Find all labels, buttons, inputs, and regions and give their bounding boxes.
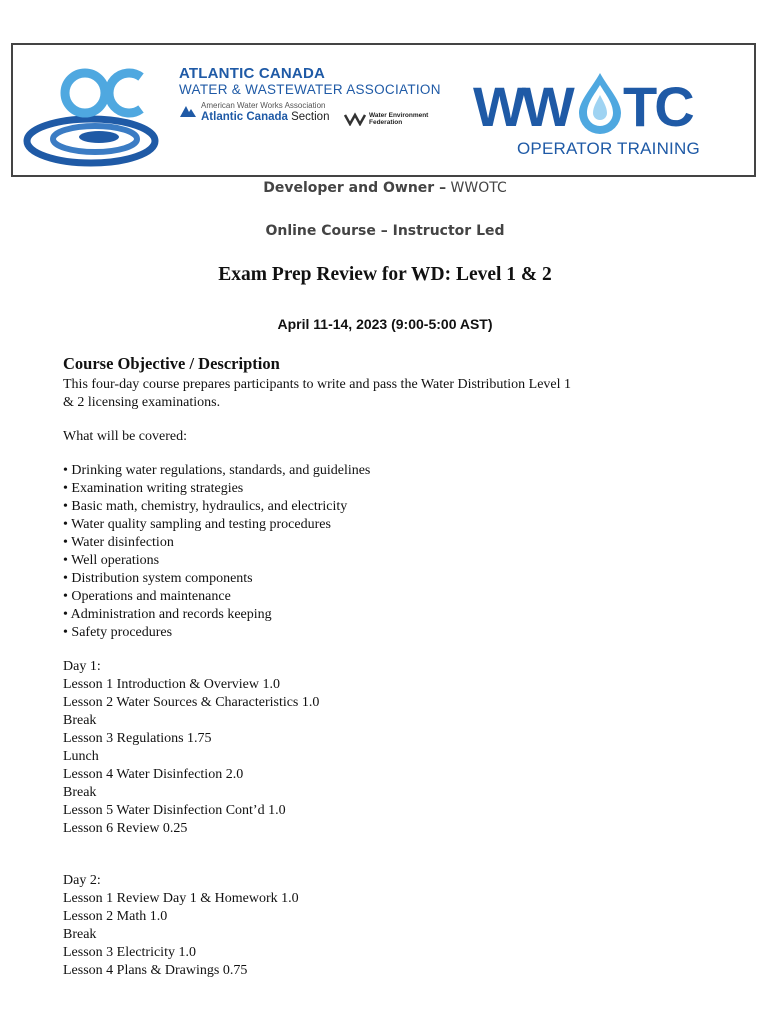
list-item: Lesson 2 Math 1.0 <box>63 909 168 924</box>
list-item: • Administration and records keeping <box>63 607 272 622</box>
list-item: • Examination writing strategies <box>63 481 244 496</box>
list-item: Lesson 5 Water Disinfection Cont’d 1.0 <box>63 803 286 818</box>
list-item: • Drinking water regulations, standards, and guidelines <box>63 463 371 478</box>
acwwa-line2: WATER & WASTEWATER ASSOCIATION <box>179 82 441 97</box>
list-item: Lesson 6 Review 0.25 <box>63 821 188 836</box>
covered-list <box>63 462 623 642</box>
wef-logo <box>344 112 428 126</box>
course-date: April 11-14, 2023 (9:00-5:00 AST) <box>277 316 493 332</box>
covered-heading: What will be covered: <box>63 429 188 444</box>
wwotc-operator-training: OPERATOR TRAINING <box>517 139 700 158</box>
list-item: Lesson 2 Water Sources & Characteristics 1.0 <box>63 695 320 710</box>
list-item: • Operations and maintenance <box>63 589 231 604</box>
objective-line2: & 2 licensing examinations. <box>63 395 221 410</box>
list-item: Break <box>63 713 97 728</box>
acwwa-line1: ATLANTIC CANADA <box>179 65 326 82</box>
list-item: • Distribution system components <box>63 571 253 586</box>
wwotc-logo <box>473 75 713 165</box>
list-item: Lunch <box>63 749 99 764</box>
list-item: • Water disinfection <box>63 535 174 550</box>
day2-heading: Day 2: <box>63 873 101 888</box>
header-banner <box>11 43 756 177</box>
list-item: • Basic math, chemistry, hydraulics, and electricity <box>63 499 348 514</box>
list-item: Lesson 4 Water Disinfection 2.0 <box>63 767 244 782</box>
awwa-section-label <box>201 111 329 124</box>
wef-line2: Federation <box>369 119 403 126</box>
list-item: Lesson 3 Electricity 1.0 <box>63 945 196 960</box>
wef-line1: Water Environment <box>369 112 429 119</box>
awwa-section-rest: Section <box>287 111 330 123</box>
awwa-triangle-icon <box>179 104 197 118</box>
developer-value: WWOTC <box>450 180 507 196</box>
page-title: Exam Prep Review for WD: Level 1 & 2 <box>218 264 552 285</box>
developer-label: Developer and Owner – <box>263 180 447 196</box>
list-item: • Safety procedures <box>63 625 173 640</box>
awwa-name-small: American Water Works Association <box>201 101 326 110</box>
objective-heading: Course Objective / Description <box>63 354 280 373</box>
list-item: • Well operations <box>63 553 160 568</box>
course-content <box>63 354 623 980</box>
list-item: Lesson 3 Regulations 1.75 <box>63 731 212 746</box>
acwwa-logo-icon <box>23 57 173 169</box>
awwa-section-bold: Atlantic Canada <box>201 111 288 123</box>
day1-heading: Day 1: <box>63 659 101 674</box>
list-item: • Water quality sampling and testing procedures <box>63 517 331 532</box>
day2-schedule <box>63 890 623 980</box>
wwotc-logo-left: WW <box>473 75 571 138</box>
course-type: Online Course – Instructor Led <box>265 223 505 239</box>
day1-schedule <box>63 676 623 838</box>
water-drop-icon <box>573 71 627 135</box>
wwotc-logo-right: TC <box>623 75 692 138</box>
list-item: Lesson 4 Plans & Drawings 0.75 <box>63 963 248 978</box>
wef-wave-icon <box>344 112 366 126</box>
list-item: Lesson 1 Review Day 1 & Homework 1.0 <box>63 891 299 906</box>
objective-line1: This four-day course prepares participants to write and pass the Water Distribution Level 1 <box>63 377 572 392</box>
developer-line <box>0 180 770 196</box>
list-item: Lesson 1 Introduction & Overview 1.0 <box>63 677 280 692</box>
list-item: Break <box>63 785 97 800</box>
list-item: Break <box>63 927 97 942</box>
